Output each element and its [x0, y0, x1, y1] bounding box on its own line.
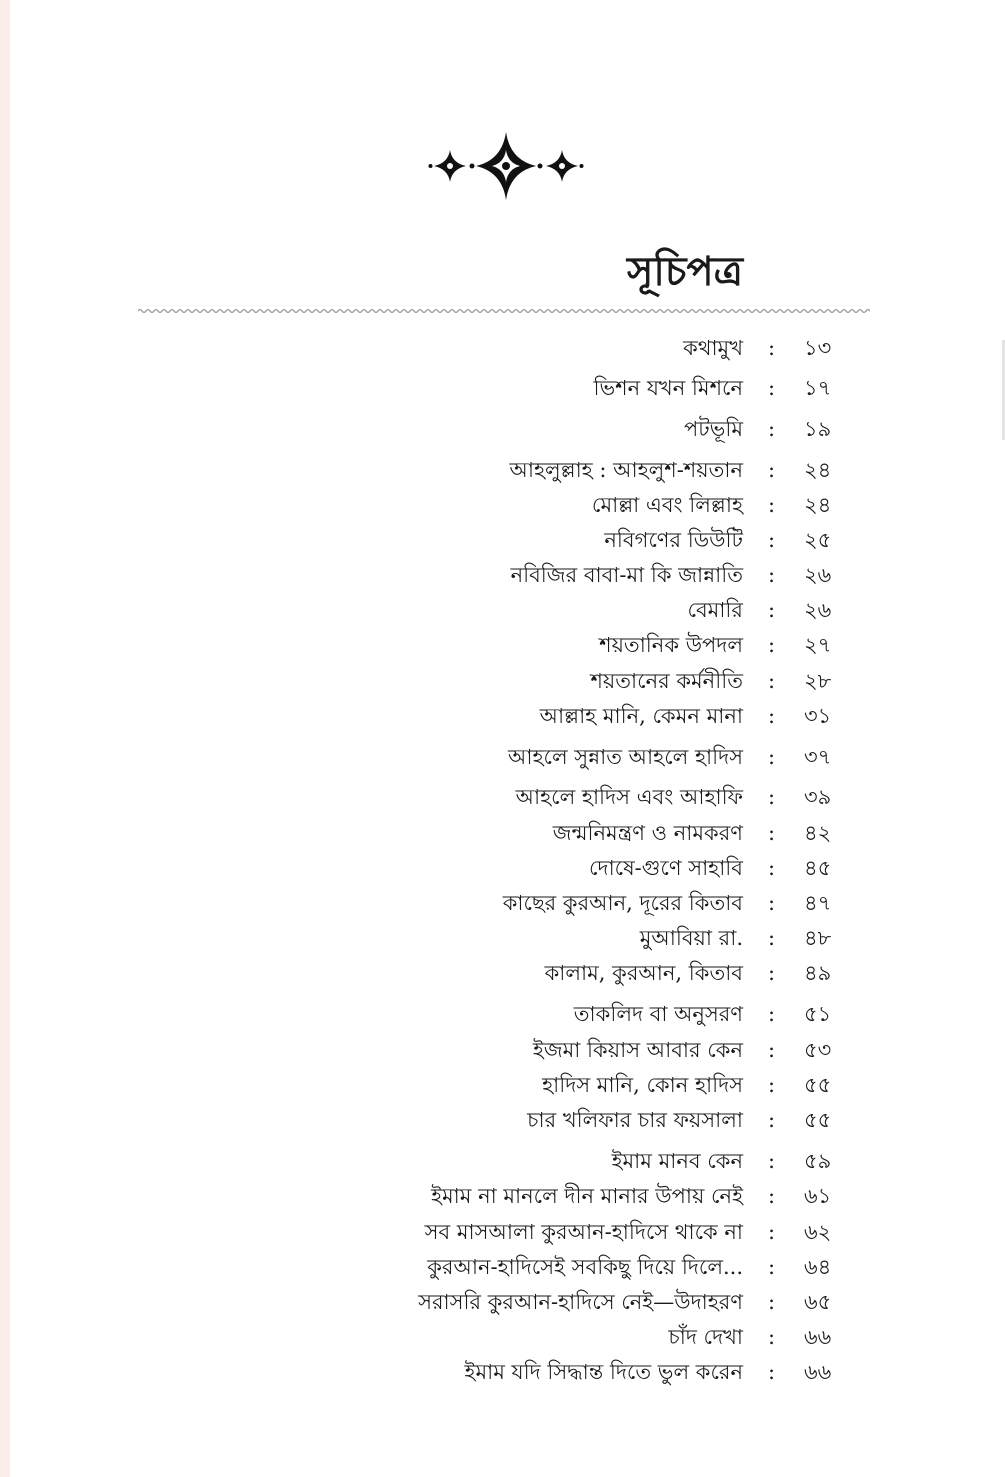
- toc-entry: [0, 923, 1005, 953]
- toc-entry-page: ২৬: [804, 598, 832, 622]
- toc-entry-page: ৫৫: [804, 1073, 832, 1097]
- toc-entry: [0, 701, 1005, 731]
- toc-entry: [0, 1181, 1005, 1211]
- toc-entry: [0, 373, 1005, 403]
- toc-entry-page: ৪৭: [804, 891, 832, 915]
- toc-entry-title: ইমাম যদি সিদ্ধান্ত দিতে ভুল করেন: [464, 1360, 743, 1384]
- toc-entry-page: ২৫: [804, 528, 832, 552]
- toc-entry-title: ইমাম না মানলে দীন মানার উপায় নেই: [431, 1184, 743, 1208]
- toc-entry: [0, 1252, 1005, 1282]
- toc-entry-separator: :: [768, 1108, 776, 1132]
- toc-entry-title: কাছের কুরআন, দূরের কিতাব: [502, 891, 743, 915]
- toc-entry: [0, 414, 1005, 444]
- toc-entry-page: ১৯: [804, 417, 832, 441]
- toc-entry-title: ভিশন যখন মিশনে: [593, 376, 743, 400]
- toc-entry: [0, 595, 1005, 625]
- toc-entry-title: ইজমা কিয়াস আবার কেন: [532, 1038, 743, 1062]
- toc-entry: [0, 818, 1005, 848]
- toc-entry-page: ৩১: [804, 704, 832, 728]
- toc-entry: [0, 1070, 1005, 1100]
- toc-entry-separator: :: [768, 785, 776, 809]
- toc-entry-separator: :: [768, 1184, 776, 1208]
- toc-entry: [0, 333, 1005, 363]
- toc-entry-separator: :: [768, 891, 776, 915]
- toc-entry-page: ৫৩: [804, 1038, 832, 1062]
- toc-entry-page: ১৭: [804, 376, 832, 400]
- toc-entry-separator: :: [768, 926, 776, 950]
- toc-entry-page: ৩৯: [804, 785, 832, 809]
- toc-entry-separator: :: [768, 598, 776, 622]
- toc-entry-title: শয়তানিক উপদল: [599, 633, 743, 657]
- toc-entry-title: নবিজির বাবা-মা কি জান্নাতি: [510, 563, 743, 587]
- toc-entry-page: ১৩: [804, 336, 832, 360]
- toc-entry-page: ৫৯: [804, 1149, 832, 1173]
- toc-entry-separator: :: [768, 528, 776, 552]
- toc-entry-title: ইমাম মানব কেন: [611, 1149, 743, 1173]
- toc-entry: [0, 455, 1005, 485]
- toc-entry-title: মুআবিয়া রা.: [639, 926, 743, 950]
- toc-entry-separator: :: [768, 563, 776, 587]
- toc-entry-title: জন্মনিমন্ত্রণ ও নামকরণ: [552, 821, 743, 845]
- toc-entry-page: ৬২: [804, 1220, 832, 1244]
- toc-entry-separator: :: [768, 1038, 776, 1062]
- toc-entry-separator: :: [768, 704, 776, 728]
- toc-entry-page: ৪৫: [804, 856, 832, 880]
- toc-entry: [0, 742, 1005, 772]
- toc-entry-page: ৬১: [804, 1184, 832, 1208]
- toc-entry-title: শয়তানের কর্মনীতি: [590, 669, 743, 693]
- toc-entry-title: চার খলিফার চার ফয়সালা: [527, 1108, 743, 1132]
- toc-entry: [0, 888, 1005, 918]
- toc-entry: [0, 630, 1005, 660]
- toc-entry-page: ৪৯: [804, 961, 832, 985]
- toc-entry-page: ২৪: [804, 493, 832, 517]
- toc-entry: [0, 666, 1005, 696]
- toc-entry-separator: :: [768, 1360, 776, 1384]
- toc-entry: [0, 490, 1005, 520]
- toc-entry: [0, 782, 1005, 812]
- toc-entry-page: ২৭: [804, 633, 832, 657]
- toc-entry-title: হাদিস মানি, কোন হাদিস: [542, 1073, 743, 1097]
- toc-entry-title: বেমারি: [687, 598, 743, 622]
- toc-entry-title: দোষে-গুণে সাহাবি: [589, 856, 743, 880]
- toc-entry-separator: :: [768, 745, 776, 769]
- toc-entry-page: ৬৬: [804, 1325, 832, 1349]
- toc-entry-title: মোল্লা এবং লিল্লাহ: [591, 493, 743, 517]
- toc-entry-separator: :: [768, 1255, 776, 1279]
- toc-entry: [0, 1322, 1005, 1352]
- toc-entry-page: ২৬: [804, 563, 832, 587]
- toc-entry-separator: :: [768, 1073, 776, 1097]
- toc-entry-separator: :: [768, 633, 776, 657]
- toc-entry-title: আল্লাহ মানি, কেমন মানা: [539, 704, 743, 728]
- toc-entry-page: ৪৮: [804, 926, 832, 950]
- toc-entry-separator: :: [768, 1002, 776, 1026]
- toc-entry-title: আহলুল্লাহ : আহলুশ-শয়তান: [509, 458, 743, 482]
- toc-entry: [0, 1146, 1005, 1176]
- toc-entry-page: ৫১: [804, 1002, 832, 1026]
- toc-entry-page: ৬৬: [804, 1360, 832, 1384]
- toc-entry: [0, 853, 1005, 883]
- toc-entry-separator: :: [768, 417, 776, 441]
- toc-entry-separator: :: [768, 493, 776, 517]
- toc-entry-separator: :: [768, 856, 776, 880]
- toc-entry-separator: :: [768, 821, 776, 845]
- toc-entry-page: ৬৫: [804, 1290, 832, 1314]
- toc-entry: [0, 1217, 1005, 1247]
- toc-entry-separator: :: [768, 1220, 776, 1244]
- toc-entry-separator: :: [768, 669, 776, 693]
- toc-entry-separator: :: [768, 1325, 776, 1349]
- toc-entry-title: আহলে সুন্নাত আহলে হাদিস: [508, 745, 743, 769]
- toc-entry-separator: :: [768, 961, 776, 985]
- toc-entry-title: কুরআন-হাদিসেই সবকিছু দিয়ে দিলে...: [427, 1255, 743, 1279]
- toc-entry: [0, 1287, 1005, 1317]
- toc-entry: [0, 1357, 1005, 1387]
- toc-entry-title: কালাম, কুরআন, কিতাব: [544, 961, 743, 985]
- toc-entry: [0, 999, 1005, 1029]
- toc-entry-page: ৫৫: [804, 1108, 832, 1132]
- toc-entry-separator: :: [768, 376, 776, 400]
- toc-entry-title: তাকলিদ বা অনুসরণ: [573, 1002, 743, 1026]
- toc-entry-title: সরাসরি কুরআন-হাদিসে নেই—উদাহরণ: [418, 1290, 743, 1314]
- toc-entry-separator: :: [768, 336, 776, 360]
- page-title: সূচিপত্র: [627, 248, 743, 295]
- toc-entry: [0, 560, 1005, 590]
- toc-entry: [0, 958, 1005, 988]
- toc-entry-page: ৩৭: [804, 745, 832, 769]
- toc-entry: [0, 1105, 1005, 1135]
- toc-entry-title: সব মাসআলা কুরআন-হাদিসে থাকে না: [424, 1220, 743, 1244]
- toc-entry-title: পটভূমি: [683, 417, 743, 441]
- toc-entry-title: চাঁদ দেখা: [668, 1325, 743, 1349]
- toc-entry: [0, 1035, 1005, 1065]
- toc-entry-title: আহলে হাদিস এবং আহাফি: [515, 785, 743, 809]
- toc-entry-page: ২৪: [804, 458, 832, 482]
- toc-entry-page: ৬৪: [804, 1255, 832, 1279]
- toc-entry-title: কথামুখ: [683, 336, 743, 360]
- toc-entry-separator: :: [768, 1290, 776, 1314]
- toc-entry-page: ৪২: [804, 821, 832, 845]
- toc-entry-separator: :: [768, 1149, 776, 1173]
- toc-entry-page: ২৮: [804, 669, 832, 693]
- toc-entry-separator: :: [768, 458, 776, 482]
- toc-entry-title: নবিগণের ডিউটি: [604, 528, 743, 552]
- toc-entry: [0, 525, 1005, 555]
